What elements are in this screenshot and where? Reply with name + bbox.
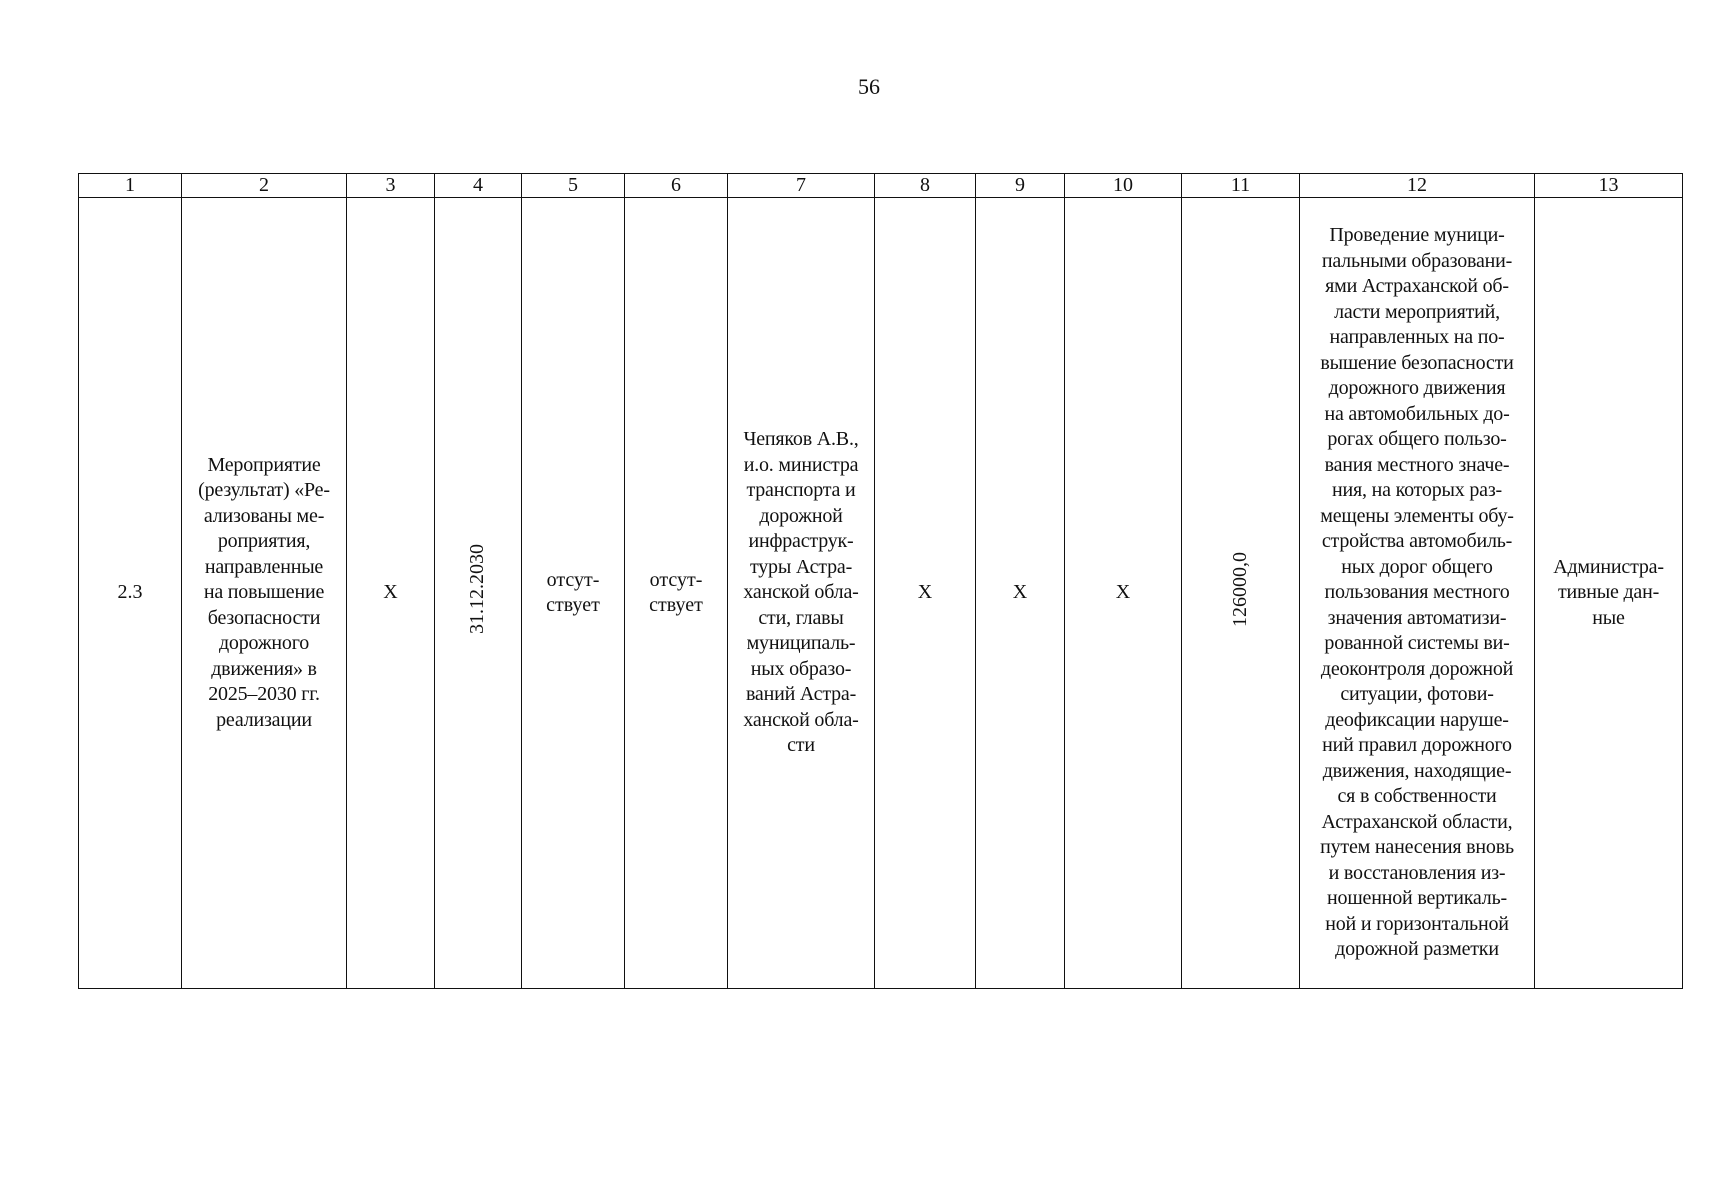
description-line: стройства автомобиль- — [1321, 530, 1513, 553]
measure-name-line: безопасности — [207, 606, 321, 629]
measure-name-line: направленные — [204, 555, 324, 578]
description-line: ний правил дорожного — [1322, 734, 1512, 757]
column-header: 2 — [182, 174, 347, 198]
description-line: ных дорог общего — [1341, 555, 1493, 578]
description-line: мещены элементы обу- — [1320, 504, 1514, 527]
measure-name-line: реализации — [216, 708, 312, 731]
cell-responsible — [728, 198, 875, 989]
description-line: направленных на по- — [1329, 326, 1505, 349]
measure-name-line: (результат) «Ре- — [198, 479, 330, 502]
measure-name-line: Мероприятие — [207, 453, 321, 476]
deadline-date: 31.12.2030 — [466, 544, 489, 635]
data-source-line: Администра- — [1553, 555, 1664, 578]
cell-col5 — [522, 198, 625, 989]
cell-number: 2.3 — [79, 198, 182, 989]
description-line: Астраханской области, — [1321, 810, 1513, 833]
measure-name-line: движения» в — [211, 657, 317, 680]
description-line: ния, на которых раз- — [1332, 479, 1502, 502]
cell-deadline — [435, 198, 522, 989]
cell-col9: X — [976, 198, 1065, 989]
column-header: 8 — [875, 174, 976, 198]
column-header: 11 — [1182, 174, 1300, 198]
description-line: на автомобильных до- — [1324, 402, 1510, 425]
description-line: вышение безопасности — [1320, 351, 1514, 374]
measures-table — [78, 173, 1683, 989]
measure-name-line: ализованы ме- — [203, 504, 325, 527]
description-line: Проведение муници- — [1329, 224, 1505, 247]
responsible-line: и.о. министра — [743, 453, 859, 476]
description-line: дорожной разметки — [1335, 938, 1499, 961]
responsible-line: ханской обла- — [743, 708, 859, 731]
description-line: ласти мероприятий, — [1334, 300, 1500, 323]
cell-col10: X — [1065, 198, 1182, 989]
cell-measure-name — [182, 198, 347, 989]
cell-amount — [1182, 198, 1300, 989]
description-line: путем нанесения вновь — [1320, 836, 1514, 859]
description-line: деоконтроля дорожной — [1320, 657, 1514, 680]
description-line: движения, находящие- — [1322, 759, 1512, 782]
description-line: ями Астраханской об- — [1325, 275, 1509, 298]
measure-name-line: дорожного — [218, 632, 310, 655]
data-source-line: тивные дан- — [1557, 581, 1660, 604]
measure-name-line: 2025–2030 гг. — [208, 683, 320, 706]
description-line: дорожного движения — [1328, 377, 1506, 400]
column-header: 5 — [522, 174, 625, 198]
col5-line: ствует — [546, 594, 600, 616]
cell-description — [1300, 198, 1535, 989]
description-line: значения автоматизи- — [1327, 606, 1507, 629]
responsible-line: сти, главы — [758, 606, 844, 629]
responsible-line: муниципаль- — [746, 632, 856, 655]
responsible-line: дорожной — [759, 504, 843, 527]
table-row — [79, 198, 1683, 989]
cell-col6 — [625, 198, 728, 989]
column-header: 4 — [435, 174, 522, 198]
responsible-line: Чепяков А.В., — [743, 428, 859, 451]
cell-col8: X — [875, 198, 976, 989]
description-line: пальными образовани- — [1321, 249, 1513, 272]
amount-value: 126000,0 — [1228, 551, 1251, 627]
cell-col3: X — [347, 198, 435, 989]
measure-name-line: на повышение — [203, 581, 325, 604]
page-number: 56 — [858, 74, 880, 99]
column-header: 10 — [1065, 174, 1182, 198]
column-header: 6 — [625, 174, 728, 198]
responsible-line: транспорта и — [746, 479, 856, 502]
data-source-line: ные — [1592, 606, 1625, 629]
header-row — [79, 174, 1683, 198]
description-line: и восстановления из- — [1328, 861, 1506, 884]
responsible-line: ханской обла- — [743, 581, 859, 604]
cell-data-source — [1535, 198, 1683, 989]
description-line: ной и горизонтальной — [1325, 912, 1509, 935]
description-line: вания местного значе- — [1324, 453, 1510, 476]
responsible-line: сти — [787, 734, 815, 757]
col6-line: отсут- — [649, 568, 703, 591]
description-line: ситуации, фотови- — [1340, 683, 1494, 706]
column-header: 13 — [1535, 174, 1683, 198]
description-line: ношенной вертикаль- — [1327, 887, 1507, 910]
responsible-line: инфраструк- — [748, 530, 854, 553]
col5-line: отсут- — [546, 568, 600, 591]
measure-name-line: роприятия, — [217, 530, 311, 553]
description-line: деофиксации наруше- — [1325, 708, 1509, 731]
description-line: ся в собственности — [1337, 785, 1497, 808]
column-header: 12 — [1300, 174, 1535, 198]
col6-line: ствует — [649, 594, 703, 616]
column-header: 9 — [976, 174, 1065, 198]
column-header: 3 — [347, 174, 435, 198]
column-header: 1 — [79, 174, 182, 198]
description-line: рованной системы ви- — [1324, 632, 1510, 655]
responsible-line: ных образо- — [750, 657, 852, 680]
description-line: пользования местного — [1324, 581, 1510, 604]
responsible-line: ваний Астра- — [745, 683, 857, 706]
column-header: 7 — [728, 174, 875, 198]
description-line: рогах общего пользо- — [1327, 428, 1507, 451]
responsible-line: туры Астра- — [749, 555, 853, 578]
